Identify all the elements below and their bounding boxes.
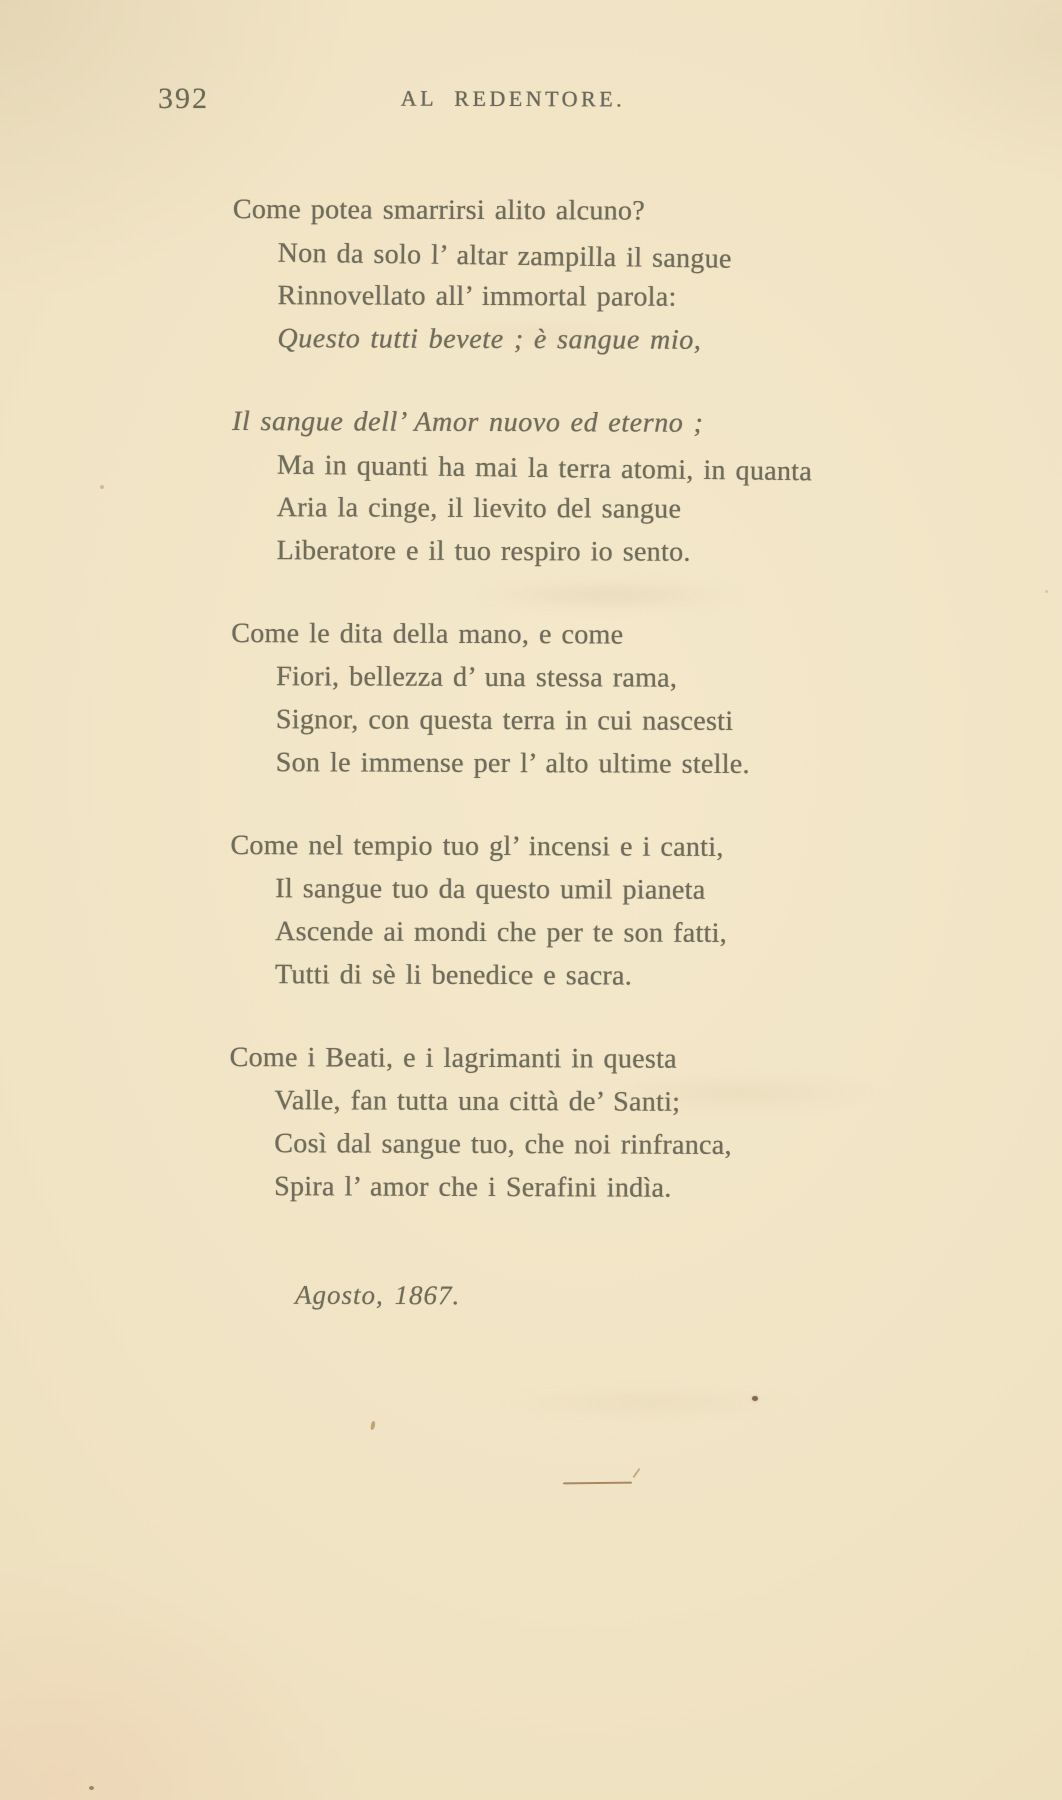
paper-speck (1045, 590, 1048, 593)
poem-line: Il sangue tuo da questo umil pianeta (275, 873, 706, 906)
verso-show-through (470, 578, 750, 612)
verso-show-through (420, 322, 660, 348)
poem-line: Tutti di sè li benedice e sacra. (274, 959, 633, 992)
poem-line: Son le immense per l’ alto ultime stelle. (275, 747, 750, 780)
poem-line: Spira l’ amor che i Serafini indìa. (274, 1171, 672, 1204)
poem-date: Agosto, 1867. (294, 1279, 461, 1311)
end-rule-divider (563, 1482, 632, 1485)
poem-line: Come le dita della mano, e come (231, 617, 624, 651)
stanza (232, 400, 813, 574)
poem-line: Rinnovellato all’ immortal parola: (277, 280, 677, 313)
paper-speck (89, 1786, 94, 1790)
stanza (230, 824, 811, 998)
paper-speck (752, 1396, 758, 1401)
poem-line: Ascende ai mondi che per te son fatti, (275, 916, 728, 949)
poem-line: Liberatore e il tuo respiro io sento. (276, 535, 691, 568)
poem-line: Valle, fan tutta una città de’ Santi; (274, 1085, 681, 1118)
poem-line: Come potea smarrirsi alito alcuno? (232, 193, 646, 227)
poem-line: Questo tutti bevete ; è sangue mio, (277, 323, 702, 356)
poem-line: Come i Beati, e i lagrimanti in questa (229, 1041, 677, 1075)
poem-line: Così dal sangue tuo, che noi rinfranca, (274, 1128, 732, 1161)
poem-line: Ma in quanti ha mai la terra atomi, in quanta (276, 449, 813, 488)
verso-show-through (590, 1072, 890, 1114)
stanza (229, 1036, 810, 1210)
verso-show-through (490, 1386, 810, 1420)
end-rule-flourish (633, 1468, 641, 1478)
poem-line: Il sangue dell’ Amor nuovo ed eterno ; (232, 405, 704, 439)
poem-line: Come nel tempio tuo gl’ incensi e i canti, (230, 829, 724, 863)
poem-line: Aria la cinge, il lievito del sangue (276, 492, 682, 525)
stanza (231, 612, 812, 786)
poem-line: Non da solo l’ altar zampilla il sangue (277, 237, 732, 275)
poem-line: Signor, con questa terra in cui nascesti (275, 704, 734, 737)
page-number: 392 (158, 82, 209, 115)
paper-speck (370, 1421, 376, 1431)
poem-line: Fiori, bellezza d’ una stessa rama, (276, 661, 678, 694)
running-title: AL REDENTORE. (400, 85, 626, 112)
paper-speck (100, 485, 104, 489)
